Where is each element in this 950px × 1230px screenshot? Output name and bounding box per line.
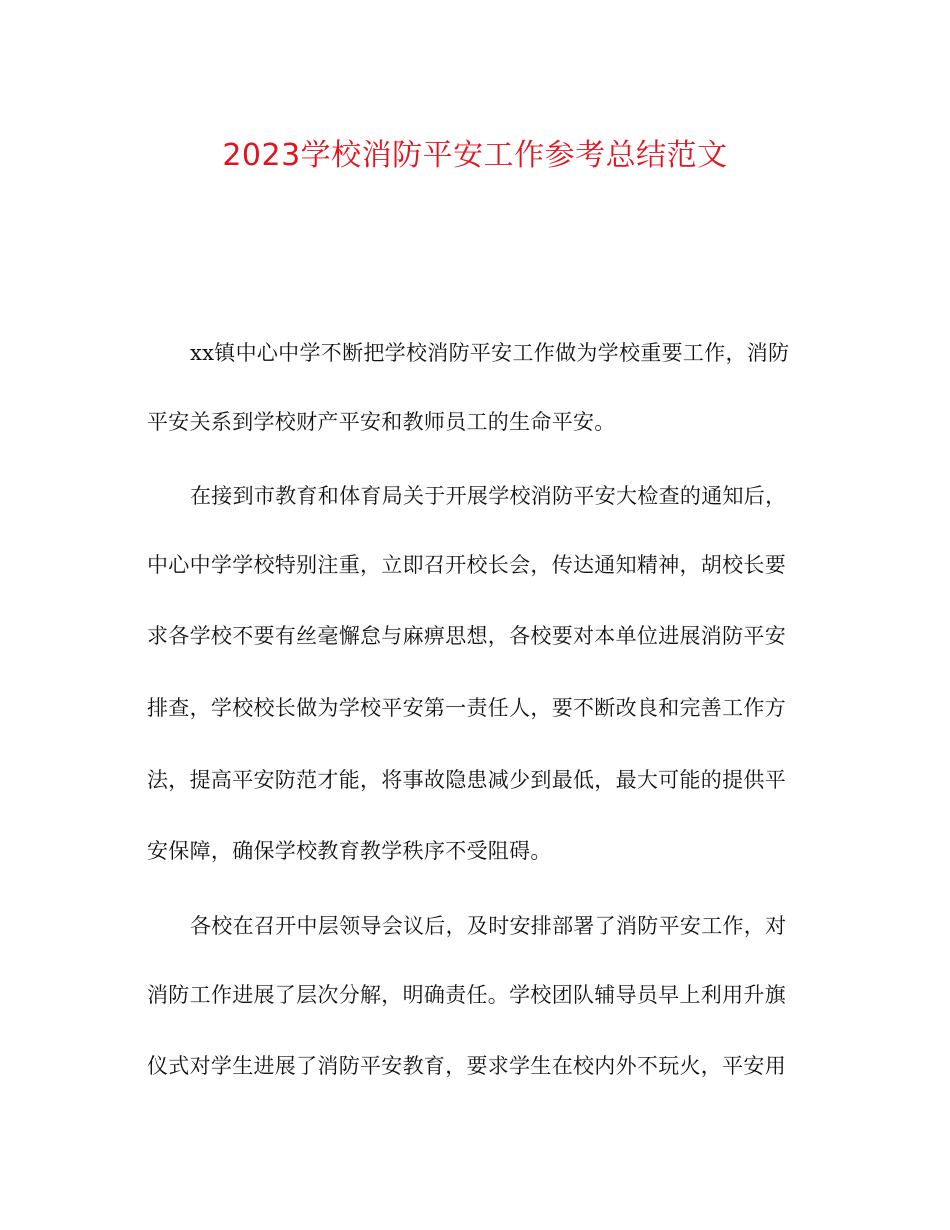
paragraph-2-line-5: 法，提高平安防范才能，将事故隐患减少到最低，最大可能的提供平 — [147, 768, 786, 792]
paragraph-3-line-3: 仪式对学生进展了消防平安教育，要求学生在校内外不玩火，平安用 — [147, 1054, 786, 1078]
paragraph-2-line-1: 在接到市教育和体育局关于开展学校消防平安大检查的通知后， — [190, 484, 787, 508]
paragraph-2-line-2: 中心中学学校特别注重，立即召开校长会，传达通知精神，胡校长要 — [147, 553, 786, 577]
paragraph-3-line-1: 各校在召开中层领导会议后，及时安排部署了消防平安工作，对 — [190, 914, 787, 938]
paragraph-2-line-4: 排查，学校校长做为学校平安第一责任人，要不断改良和完善工作方 — [147, 696, 786, 720]
paragraph-1-line-2: 平安关系到学校财产平安和教师员工的生命平安。 — [147, 410, 616, 434]
paragraph-3-line-2: 消防工作进展了层次分解，明确责任。学校团队辅导员早上利用升旗 — [147, 983, 786, 1007]
paragraph-1-line-1: xx镇中心中学不断把学校消防平安工作做为学校重要工作，消防 — [190, 341, 790, 365]
paragraph-2-line-6: 安保障，确保学校教育教学秩序不受阻碍。 — [147, 839, 552, 863]
paragraph-2-line-3: 求各学校不要有丝毫懈怠与麻痹思想，各校要对本单位进展消防平安 — [147, 624, 786, 648]
document-title: 2023学校消防平安工作参考总结范文 — [222, 138, 728, 173]
